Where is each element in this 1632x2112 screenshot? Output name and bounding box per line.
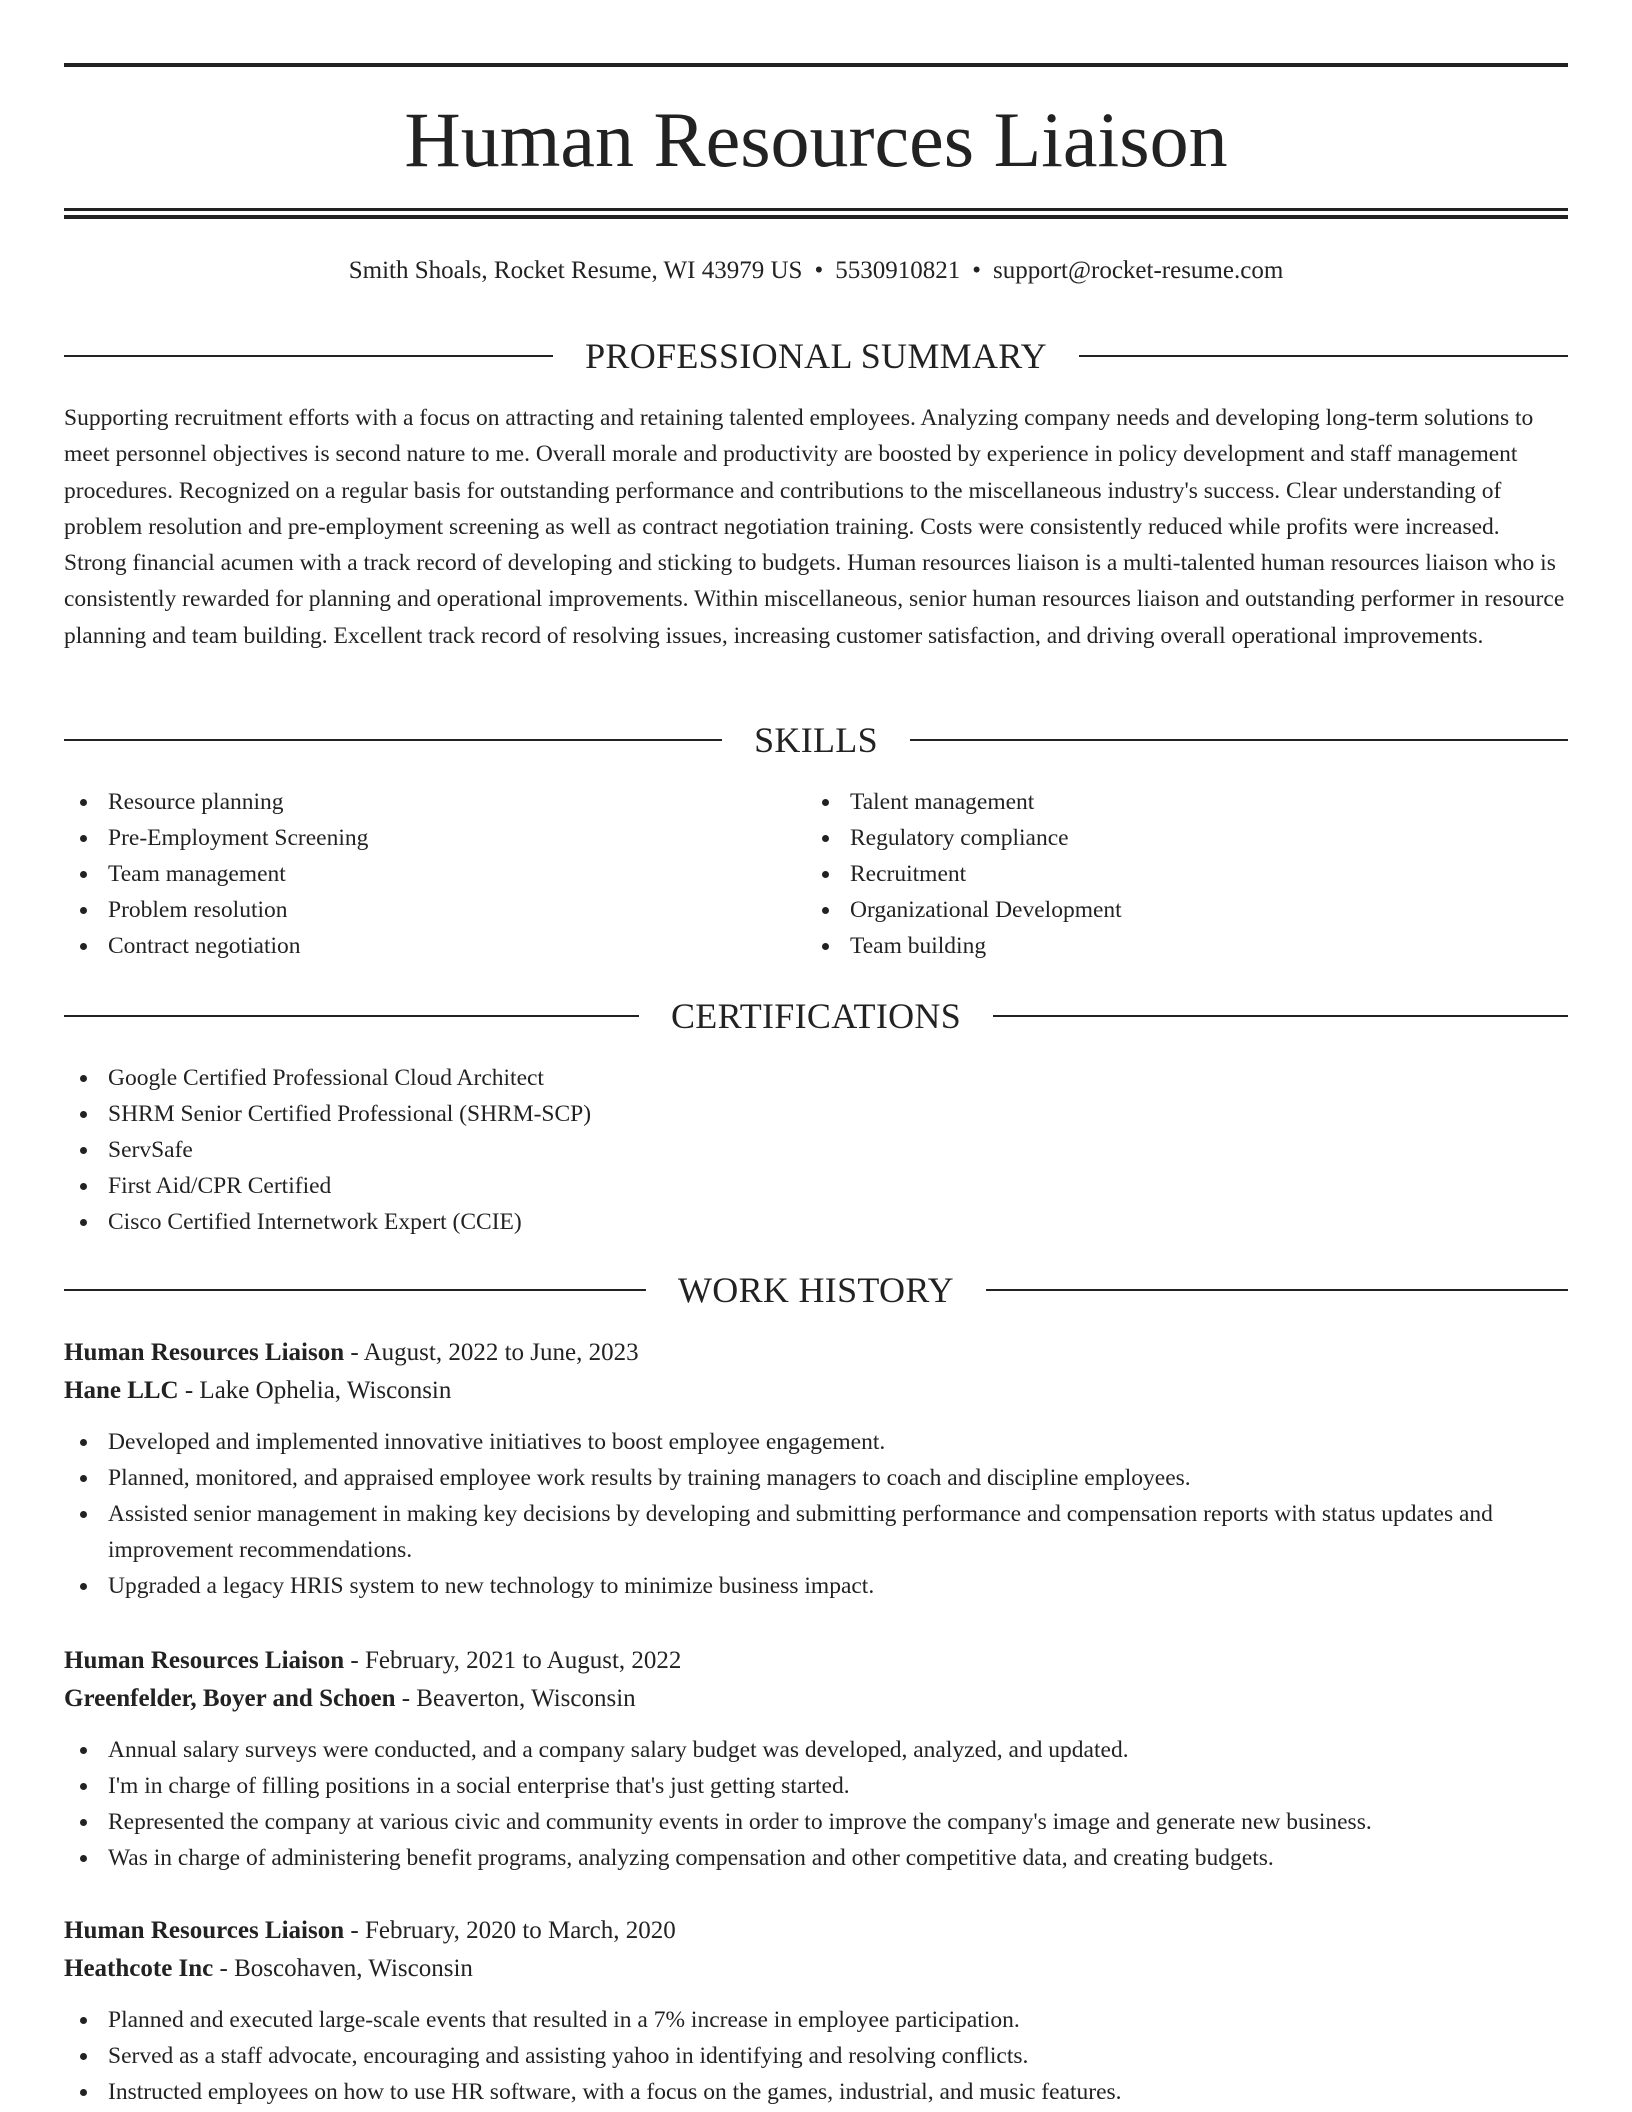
skill-item: Contract negotiation [64,928,764,964]
heading-rule-left [64,739,722,741]
header-rule-upper [64,208,1568,211]
heading-rule-right [993,1015,1568,1017]
job-dates: - August, 2022 to June, 2023 [344,1339,639,1366]
skill-item: Regulatory compliance [806,820,1506,856]
skills-heading-title: SKILLS [754,720,878,760]
certification-item: Cisco Certified Internetwork Expert (CCIE) [64,1204,1568,1240]
skill-item: Team building [806,928,1506,964]
job-dates: - February, 2021 to August, 2022 [344,1647,682,1674]
job-entry [64,1912,1568,2110]
job-bullets [64,1424,1568,1604]
job-title-line [64,1334,1568,1372]
heading-rule-right [986,1289,1568,1291]
job-bullets [64,1732,1568,1876]
certifications-heading [64,994,1568,1038]
certification-item: Google Certified Professional Cloud Architect [64,1060,1568,1096]
contact-separator: • [972,257,981,284]
top-rule [64,63,1568,67]
summary-text: Supporting recruitment efforts with a focus on attracting and retaining talented employees. Analyzing company needs and developing long-term solutions to meet personnel objectives is second nature to me. Overall morale and productivity are boosted by experience in policy development and staff management procedures. Recognized on a regular basis for outstanding performance and contributions to the miscellaneous industry's success. Clear understanding of problem resolution and pre-employment screening as well as contract negotiation training. Costs were consistently reduced while profits were increased. Strong financial acumen with a track record of developing and sticking to budgets. Human resources liaison is a multi-talented human resources liaison who is consistently rewarded for planning and operational improvements. Within miscellaneous, senior human resources liaison and outstanding performer in resource planning and team building. Excellent track record of resolving issues, increasing customer satisfaction, and driving overall operational improvements. [64,405,1565,649]
work-history-heading-title: WORK HISTORY [678,1270,954,1310]
job-title: Human Resources Liaison [64,1339,345,1366]
certification-item: First Aid/CPR Certified [64,1168,1568,1204]
skill-item: Recruitment [806,856,1506,892]
candidate-name: Human Resources Liaison [404,96,1228,183]
certifications-list [64,1060,1568,1240]
skill-item: Problem resolution [64,892,764,928]
skill-item: Talent management [806,784,1506,820]
certifications-heading-title: CERTIFICATIONS [670,996,962,1036]
job-title: Human Resources Liaison [64,1917,345,1944]
job-dates: - February, 2020 to March, 2020 [344,1917,676,1944]
job-bullet: Planned, monitored, and appraised employee work results by training managers to coach and discipline employees. [64,1460,1568,1496]
job-location: - Beaverton, Wisconsin [395,1685,636,1712]
contact-phone: 5530910821 [835,257,961,284]
job-bullet: Served as a staff advocate, encouraging and assisting yahoo in identifying and resolving conflicts. [64,2038,1568,2074]
skill-item: Pre-Employment Screening [64,820,764,856]
skill-item: Team management [64,856,764,892]
job-bullet: Was in charge of administering benefit programs, analyzing compensation and other competitive data, and creating budgets. [64,1840,1568,1876]
skills-heading [64,718,1568,762]
job-company: Hane LLC [64,1377,179,1404]
job-title: Human Resources Liaison [64,1647,345,1674]
contact-line [64,254,1568,288]
contact-email: support@rocket-resume.com [992,257,1284,284]
job-bullets [64,2002,1568,2110]
heading-rule-left [64,355,553,357]
job-bullet: Annual salary surveys were conducted, and a company salary budget was developed, analyzed, and updated. [64,1732,1568,1768]
job-bullet: Represented the company at various civic and community events in order to improve the company's image and generate new business. [64,1804,1568,1840]
job-company: Heathcote Inc [64,1955,214,1982]
contact-separator: • [814,257,824,284]
job-title-line [64,1912,1568,1950]
job-company-line [64,1950,1568,1988]
heading-rule-left [64,1289,646,1291]
job-location: - Lake Ophelia, Wisconsin [178,1377,452,1404]
job-entry [64,1334,1568,1604]
job-entry [64,1642,1568,1876]
job-bullet: Developed and implemented innovative initiatives to boost employee engagement. [64,1424,1568,1460]
heading-rule-left [64,1015,639,1017]
heading-rule-right [1079,355,1568,357]
header-rule-lower [64,215,1568,219]
job-bullet: Planned and executed large-scale events that resulted in a 7% increase in employee participation. [64,2002,1568,2038]
work-history-heading [64,1268,1568,1312]
skills-list-right [806,784,1506,964]
job-title-line [64,1642,1568,1680]
skills-list-left [64,784,764,964]
job-company-line [64,1372,1568,1410]
heading-rule-right [910,739,1568,741]
job-company-line [64,1680,1568,1718]
summary-heading [64,334,1568,378]
contact-address: Smith Shoals, Rocket Resume, WI 43979 US [348,257,803,284]
job-bullet: I'm in charge of filling positions in a social enterprise that's just getting started. [64,1768,1568,1804]
job-location: - Boscohaven, Wisconsin [213,1955,473,1982]
job-bullet: Instructed employees on how to use HR software, with a focus on the games, industrial, and music features. [64,2074,1568,2110]
certification-item: ServSafe [64,1132,1568,1168]
summary-heading-title: PROFESSIONAL SUMMARY [585,336,1047,376]
skill-item: Resource planning [64,784,764,820]
job-company: Greenfelder, Boyer and Schoen [64,1685,396,1712]
job-bullet: Upgraded a legacy HRIS system to new technology to minimize business impact. [64,1568,1568,1604]
job-bullet: Assisted senior management in making key decisions by developing and submitting performance and compensation reports with status updates and improvement recommendations. [64,1496,1568,1568]
skill-item: Organizational Development [806,892,1506,928]
certification-item: SHRM Senior Certified Professional (SHRM-SCP) [64,1096,1568,1132]
